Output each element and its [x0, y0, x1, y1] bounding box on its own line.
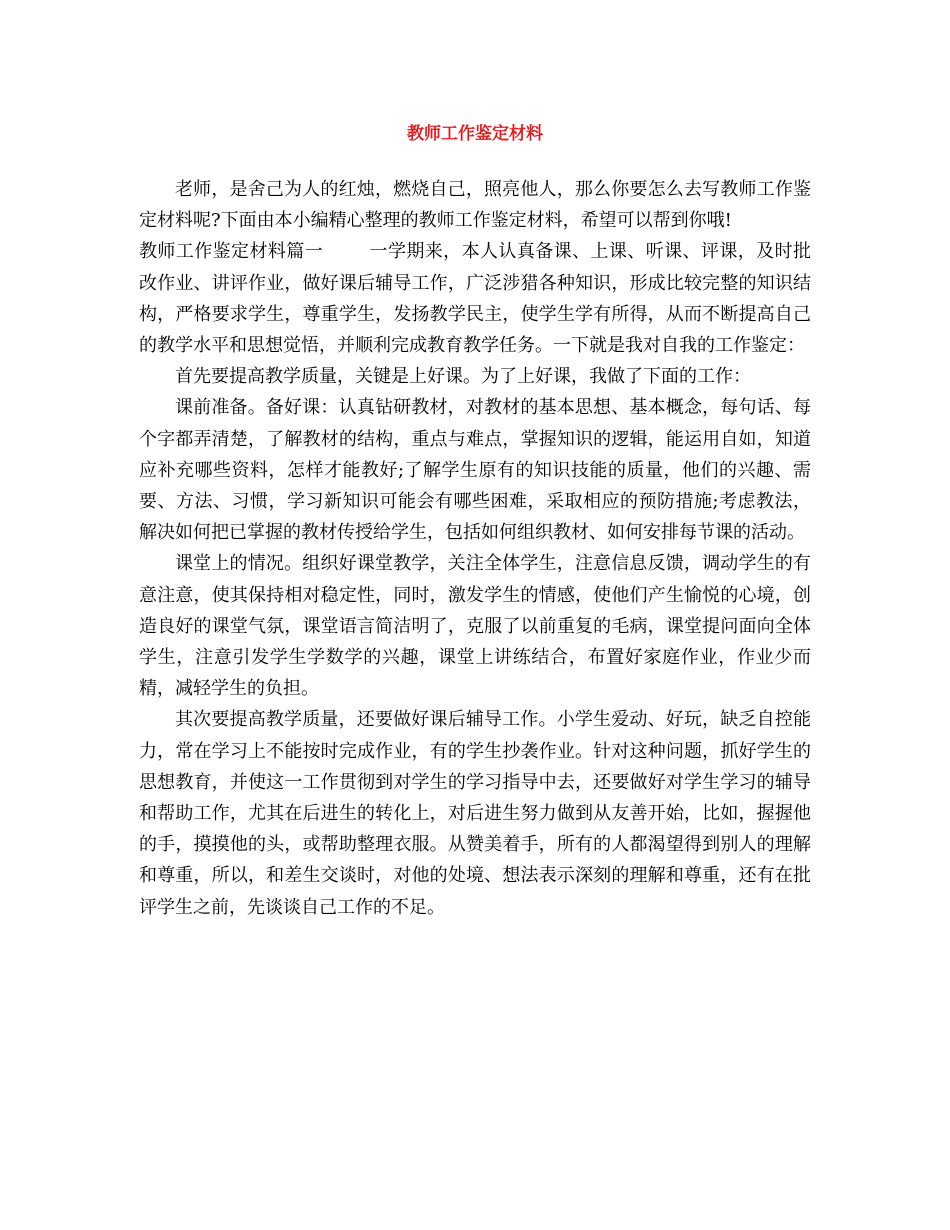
- body-paragraph-2: 课前准备。备好课：认真钻研教材，对教材的基本思想、基本概念，每句话、每个字都弄清楚，了解教材的结构，重点与难点，掌握知识的逻辑，能运用自如，知道应补充哪些资料，怎样才能教好;了解学生原有的知识技能的质量，他们的兴趣、需要、方法、习惯，学习新知识可能会有哪些困难，采取相应的预防措施;考虑教法，解决如何把已掌握的教材传授给学生，包括如何组织教材、如何安排每节课的活动。: [139, 397, 811, 544]
- document-title: 教师工作鉴定材料: [407, 124, 543, 144]
- section-paragraph: [139, 236, 811, 361]
- body-paragraph-3: 课堂上的情况。组织好课堂教学，关注全体学生，注意信息反馈，调动学生的有意注意，使其保持相对稳定性，同时，激发学生的情感，使他们产生愉悦的心境，创造良好的课堂气氛，课堂语言简洁明了，克服了以前重复的毛病，课堂提问面向全体学生，注意引发学生学数学的兴趣，课堂上讲练结合，布置好家庭作业，作业少而精，减轻学生的负担。: [139, 553, 811, 700]
- body-paragraph-4: 其次要提高教学质量，还要做好课后辅导工作。小学生爱动、好玩，缺乏自控能力，常在学习上不能按时完成作业，有的学生抄袭作业。针对这种问题，抓好学生的思想教育，并使这一工作贯彻到对学生的学习指导中去，还要做好对学生学习的辅导和帮助工作，尤其在后进生的转化上，对后进生努力做到从友善开始，比如，握握他的手，摸摸他的头，或帮助整理衣服。从赞美着手，所有的人都渴望得到别人的理解和尊重，所以，和差生交谈时，对他的处境、想法表示深刻的理解和尊重，还有在批评学生之前，先谈谈自己工作的不足。: [139, 709, 811, 918]
- section-lead-text: 一学期来，本人认真备课、上课、听课、评课，及时批改作业、讲评作业，做好课后辅导工作，广泛涉猎各种知识，形成比较完整的知识结构，严格要求学生，尊重学生，发扬教学民主，使学生学有所得，从而不断提高自己的教学水平和思想觉悟，并顺利完成教育教学任务。一下就是我对自我的工作鉴定：: [139, 241, 812, 357]
- intro-paragraph: 老师，是舍己为人的红烛，燃烧自己，照亮他人，那么你要怎么去写教师工作鉴定材料呢?下面由本小编精心整理的教师工作鉴定材料，希望可以帮到你哦!: [139, 179, 811, 232]
- body-paragraph-1: 首先要提高教学质量，关键是上好课。为了上好课，我做了下面的工作：: [175, 366, 751, 388]
- document-page: [139, 122, 811, 923]
- section-heading: 教师工作鉴定材料篇一: [139, 241, 324, 263]
